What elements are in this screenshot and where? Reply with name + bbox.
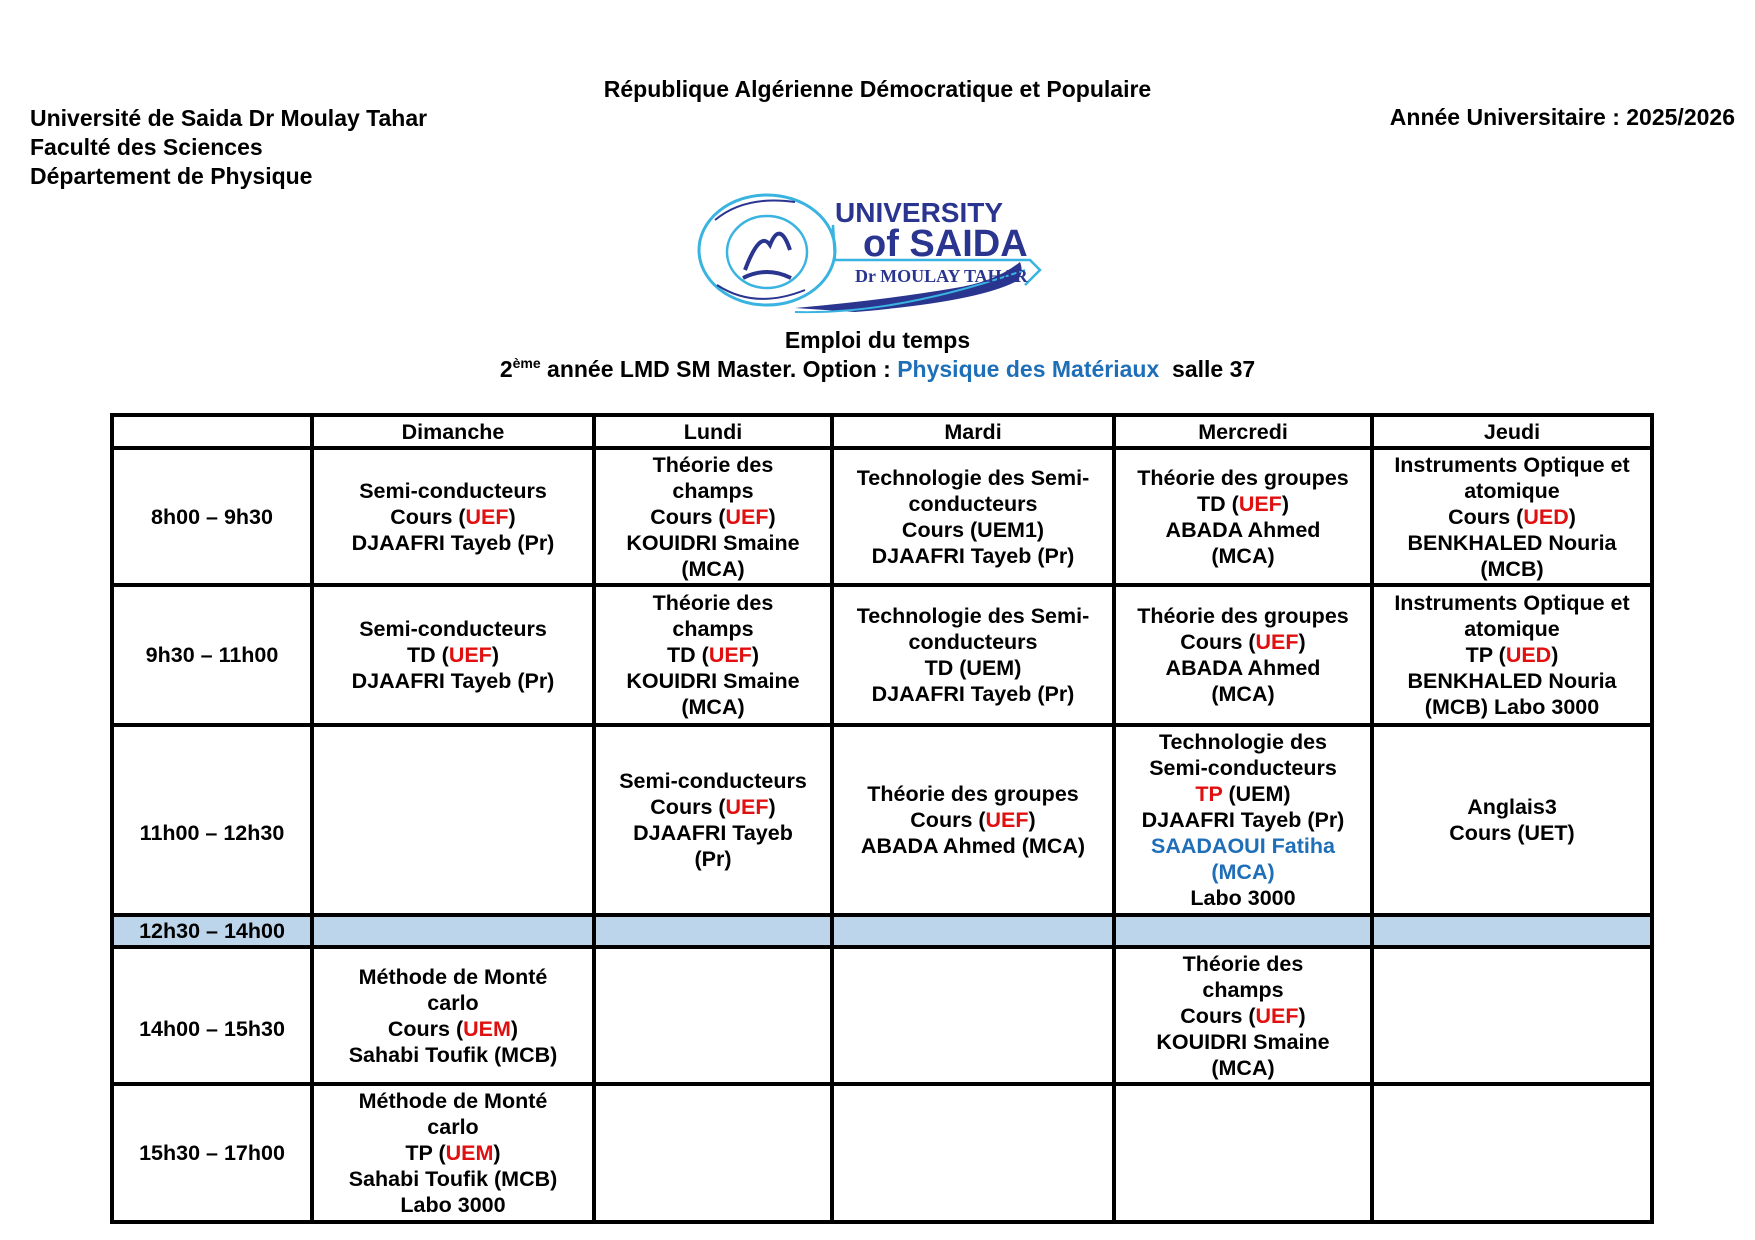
unit-code: UEF bbox=[1255, 630, 1299, 654]
course-cell bbox=[1114, 585, 1372, 725]
timetable bbox=[110, 413, 1654, 1224]
time-slot: 15h30 – 17h00 bbox=[112, 1084, 312, 1222]
course-type: TD (UEF) bbox=[407, 643, 499, 667]
course-cell bbox=[1372, 448, 1652, 585]
unit-code: UEF bbox=[1238, 491, 1282, 516]
academic-year: Année Universitaire : 2025/2026 bbox=[1389, 104, 1735, 130]
course-name: Théorie des bbox=[1182, 951, 1304, 976]
course-name: champs bbox=[672, 617, 754, 641]
teacher: KOUIDRI Smaine bbox=[1156, 1029, 1330, 1054]
teacher: DJAAFRI Tayeb bbox=[633, 821, 793, 845]
teacher: ABADA Ahmed bbox=[1165, 656, 1321, 680]
course-cell bbox=[594, 725, 832, 915]
course-name: Semi-conducteurs bbox=[359, 478, 547, 503]
course-type: Cours (UEF) bbox=[650, 795, 776, 819]
logo-line2: of SAIDA bbox=[863, 223, 1028, 265]
teacher: DJAAFRI Tayeb (Pr) bbox=[871, 543, 1075, 568]
course-cell bbox=[1372, 725, 1652, 915]
unit-code: UED bbox=[1523, 504, 1569, 529]
course-type: Cours (UED) bbox=[1448, 504, 1576, 529]
course-type: TP (UEM) bbox=[1195, 782, 1291, 806]
university-name: Université de Saida Dr Moulay Tahar bbox=[30, 105, 428, 131]
course-type: TP (UED) bbox=[1465, 643, 1559, 667]
course-cell bbox=[832, 725, 1114, 915]
course-type: TP (UEM) bbox=[405, 1141, 501, 1165]
program-text: année LMD SM Master. Option : bbox=[540, 356, 898, 382]
university-logo bbox=[695, 190, 1065, 325]
course-cell bbox=[312, 947, 594, 1084]
unit-code: UEF bbox=[708, 643, 752, 667]
course-name: Semi-conducteurs bbox=[359, 617, 547, 641]
course-cell bbox=[312, 585, 594, 725]
course-cell bbox=[832, 585, 1114, 725]
empty-cell bbox=[832, 915, 1114, 947]
unit-code: UEM bbox=[463, 1016, 511, 1041]
faculty-name: Faculté des Sciences bbox=[30, 134, 263, 160]
course-name: Instruments Optique et bbox=[1394, 452, 1630, 477]
empty-cell bbox=[1372, 1084, 1652, 1222]
option-name: Physique des Matériaux bbox=[897, 356, 1160, 382]
unit-code: UEF bbox=[725, 795, 769, 819]
teacher-grade: (Pr) bbox=[694, 847, 732, 871]
logo-line1: UNIVERSITY bbox=[835, 197, 1004, 228]
course-name: Semi-conducteurs bbox=[619, 769, 807, 793]
course-name: Théorie des groupes bbox=[1137, 604, 1349, 628]
course-name: Méthode de Monté bbox=[358, 964, 548, 989]
unit-code: UEF bbox=[725, 504, 769, 529]
empty-cell bbox=[1114, 915, 1372, 947]
unit-code: UEF bbox=[1255, 1003, 1299, 1028]
course-type: Cours (UEF) bbox=[910, 808, 1036, 832]
day-header: Mercredi bbox=[1114, 415, 1372, 448]
course-name: champs bbox=[672, 478, 754, 503]
course-cell bbox=[1114, 725, 1372, 915]
teacher-secondary: SAADAOUI Fatiha bbox=[1151, 834, 1335, 858]
course-name: Anglais3 bbox=[1467, 795, 1557, 819]
republic-heading: République Algérienne Démocratique et Populaire bbox=[603, 76, 1152, 102]
day-header: Mardi bbox=[832, 415, 1114, 448]
teacher: ABADA Ahmed (MCA) bbox=[860, 834, 1086, 858]
course-type: Cours (UEF) bbox=[1180, 630, 1306, 654]
empty-cell bbox=[1114, 1084, 1372, 1222]
course-type: Cours (UEM) bbox=[387, 1016, 519, 1041]
course-name: Technologie des Semi- bbox=[856, 604, 1090, 628]
course-type: TD (UEF) bbox=[1197, 491, 1289, 516]
course-name: Semi-conducteurs bbox=[1149, 756, 1337, 780]
teacher: Sahabi Toufik (MCB) bbox=[348, 1167, 558, 1191]
table-row bbox=[112, 725, 1652, 915]
table-row bbox=[112, 585, 1652, 725]
course-name: Instruments Optique et bbox=[1394, 591, 1630, 615]
empty-cell bbox=[1372, 947, 1652, 1084]
unit-code: TP bbox=[1195, 782, 1223, 806]
unit-code: UEF bbox=[985, 808, 1029, 832]
program-subtitle bbox=[0, 355, 1755, 383]
course-name: conducteurs bbox=[908, 630, 1038, 654]
course-name: Méthode de Monté bbox=[358, 1089, 548, 1113]
day-header: Dimanche bbox=[312, 415, 594, 448]
empty-cell bbox=[832, 1084, 1114, 1222]
course-cell bbox=[1114, 448, 1372, 585]
time-slot: 14h00 – 15h30 bbox=[112, 947, 312, 1084]
teacher: KOUIDRI Smaine bbox=[626, 669, 800, 693]
lunch-row bbox=[112, 915, 1652, 947]
table-row bbox=[112, 448, 1652, 585]
time-slot: 11h00 – 12h30 bbox=[112, 725, 312, 915]
course-cell bbox=[594, 448, 832, 585]
unit-code: UEF bbox=[448, 643, 492, 667]
unit-code: UEF bbox=[465, 504, 509, 529]
time-slot: 9h30 – 11h00 bbox=[112, 585, 312, 725]
teacher-secondary-grade: (MCA) bbox=[1211, 860, 1275, 884]
course-type: TD (UEF) bbox=[667, 643, 759, 667]
teacher: ABADA Ahmed bbox=[1165, 517, 1321, 542]
course-name: atomique bbox=[1464, 617, 1560, 641]
room: Labo 3000 bbox=[1190, 886, 1296, 910]
institution-block bbox=[30, 104, 427, 191]
teacher: BENKHALED Nouria bbox=[1407, 530, 1617, 555]
course-type: Cours (UET) bbox=[1449, 821, 1575, 845]
course-cell bbox=[1372, 585, 1652, 725]
teacher-grade: (MCA) bbox=[681, 695, 745, 719]
course-type: Cours (UEM1) bbox=[901, 517, 1045, 542]
teacher-grade: (MCB) bbox=[1480, 556, 1544, 581]
course-name: carlo bbox=[427, 1115, 479, 1139]
unit-code: UEM bbox=[445, 1141, 494, 1165]
course-type: Cours (UEF) bbox=[1180, 1003, 1306, 1028]
empty-cell bbox=[1372, 915, 1652, 947]
year-superscript: ème bbox=[512, 355, 541, 371]
empty-cell bbox=[594, 915, 832, 947]
course-name: conducteurs bbox=[908, 491, 1038, 516]
table-row bbox=[112, 1084, 1652, 1222]
empty-cell bbox=[594, 1084, 832, 1222]
header-row bbox=[112, 415, 1652, 448]
course-name: champs bbox=[1202, 977, 1284, 1002]
course-name: Théorie des bbox=[652, 452, 774, 477]
empty-cell bbox=[312, 915, 594, 947]
course-cell bbox=[312, 1084, 594, 1222]
time-slot: 12h30 – 14h00 bbox=[112, 915, 312, 947]
teacher: KOUIDRI Smaine bbox=[626, 530, 800, 555]
time-slot: 8h00 – 9h30 bbox=[112, 448, 312, 585]
course-name: Technologie des bbox=[1158, 730, 1328, 754]
teacher-grade: (MCA) bbox=[1211, 543, 1275, 568]
day-header: Lundi bbox=[594, 415, 832, 448]
teacher-grade: (MCA) bbox=[1211, 682, 1275, 706]
course-type: Cours (UEF) bbox=[650, 504, 776, 529]
course-cell bbox=[594, 585, 832, 725]
course-name: carlo bbox=[427, 990, 479, 1015]
room: Labo 3000 bbox=[400, 1193, 506, 1217]
teacher: BENKHALED Nouria bbox=[1407, 669, 1617, 693]
teacher: DJAAFRI Tayeb (Pr) bbox=[1141, 808, 1345, 832]
empty-cell bbox=[594, 947, 832, 1084]
schedule-title: Emploi du temps bbox=[784, 327, 971, 353]
empty-cell bbox=[832, 947, 1114, 1084]
day-header: Jeudi bbox=[1372, 415, 1652, 448]
teacher: DJAAFRI Tayeb (Pr) bbox=[871, 682, 1075, 706]
teacher-grade: (MCA) bbox=[681, 556, 745, 581]
course-type: TD (UEM) bbox=[924, 656, 1022, 680]
course-name: atomique bbox=[1464, 478, 1560, 503]
teacher-grade-room: (MCB) Labo 3000 bbox=[1424, 695, 1600, 719]
teacher: DJAAFRI Tayeb (Pr) bbox=[351, 669, 555, 693]
course-cell bbox=[832, 448, 1114, 585]
course-cell bbox=[1114, 947, 1372, 1084]
course-cell bbox=[312, 448, 594, 585]
course-name: Théorie des groupes bbox=[867, 782, 1079, 806]
course-name: Théorie des bbox=[652, 591, 774, 615]
course-name: Théorie des groupes bbox=[1137, 465, 1349, 490]
teacher: Sahabi Toufik (MCB) bbox=[348, 1042, 558, 1067]
table-row bbox=[112, 947, 1652, 1084]
teacher-grade: (MCA) bbox=[1211, 1055, 1275, 1080]
course-type: Cours (UEF) bbox=[390, 504, 516, 529]
logo-line3: Dr MOULAY TAHAR bbox=[855, 266, 1028, 286]
room-label: salle 37 bbox=[1159, 356, 1256, 382]
course-name: Technologie des Semi- bbox=[856, 465, 1090, 490]
empty-cell bbox=[312, 725, 594, 915]
corner-cell bbox=[112, 415, 312, 448]
teacher: DJAAFRI Tayeb (Pr) bbox=[351, 530, 555, 555]
unit-code: UED bbox=[1505, 643, 1552, 667]
department-name: Département de Physique bbox=[30, 163, 313, 189]
year-number: 2 bbox=[499, 356, 513, 382]
